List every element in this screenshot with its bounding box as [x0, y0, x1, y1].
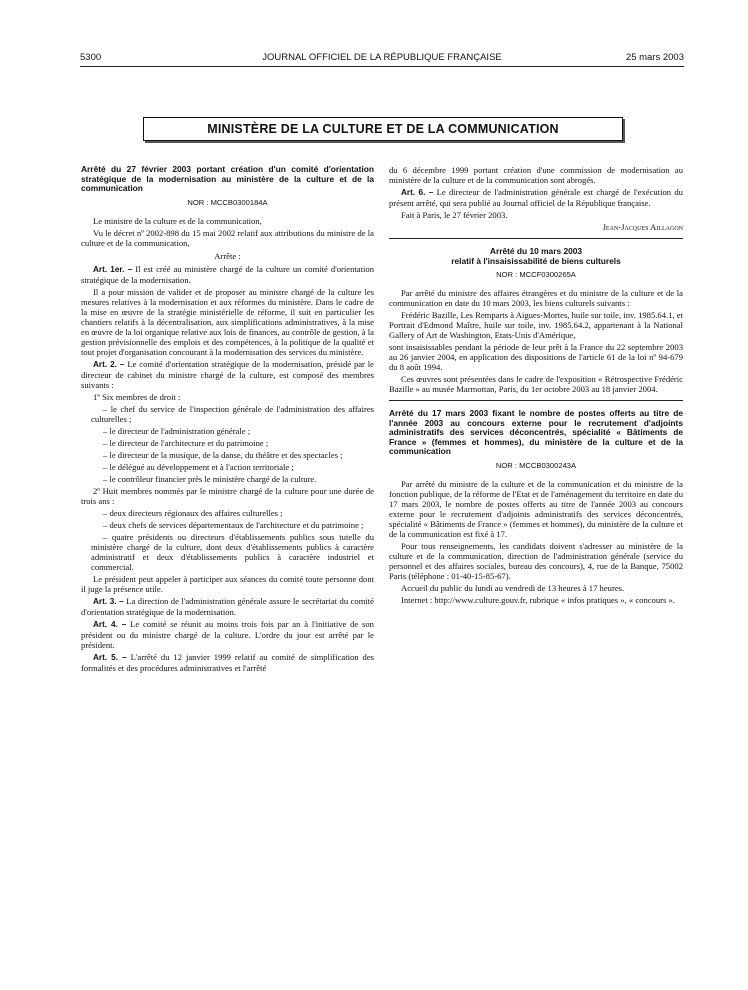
section-divider: [389, 400, 683, 401]
decree-title: Arrêté du 10 mars 2003: [489, 246, 583, 256]
section-divider: [389, 238, 683, 239]
list-item: – le directeur de la musique, de la danse, du théâtre et des spectacles ;: [103, 449, 343, 460]
list-item: – le directeur de l'architecture et du patrimoine ;: [103, 437, 269, 448]
paragraph: du 6 décembre 1999 portant création d'une commission de modernisation au ministère de la culture et de la communication sont abrogés.: [389, 165, 683, 185]
article-label: Art. 1er. –: [93, 264, 133, 274]
article-text: L'arrêté du 12 janvier 1999 relatif au comité de simplification des formalités et des procédures administratives et l'arrêté: [81, 651, 374, 673]
left-column: [81, 165, 374, 675]
list-heading: 2º Huit membres nommés par le ministre chargé de la culture pour une durée de trois ans :: [81, 485, 374, 506]
article-label: Art. 4. –: [93, 619, 127, 629]
article-text: Il est créé au ministère chargé de la culture un comité d'orientation stratégique de la modernisation.: [81, 263, 374, 285]
journal-title: JOURNAL OFFICIEL DE LA RÉPUBLIQUE FRANÇAISE: [262, 52, 502, 63]
list-item: – le contrôleur financier près le ministère chargé de la culture.: [103, 473, 317, 484]
paragraph: Internet : http://www.culture.gouv.fr, rubrique « infos pratiques », « concours ».: [401, 594, 675, 605]
paragraph: Fait à Paris, le 27 février 2003.: [401, 210, 508, 220]
paragraph: Pour tous renseignements, les candidats doivent s'adresser au ministère de la culture et de la communication, direction de l'administration générale (service du personnel et des affaires sociales, bureau des concours), 4, rue de la Banque, 75002 Paris (téléphone : 01-40-15-85-67).: [389, 540, 683, 581]
paragraph: Le président peut appeler à participer aux séances du comité toute personne dont il juge la présence utile.: [81, 573, 374, 594]
issue-date: 25 mars 2003: [625, 52, 684, 63]
header-rule: [80, 66, 684, 67]
decree-subtitle: relatif à l'insaisissabilité de biens culturels: [451, 255, 621, 266]
nor-reference: NOR : MCCB0300184A: [187, 197, 268, 207]
paragraph: Frédéric Bazille, Les Remparts à Aigues-Mortes, huile sur toile, inv. 1985.64.1, et Portrait d'Edmond Maître, huile sur toile, inv. 1985.64.2, appartenant à la National Gallery of Art de Washington, Etats-Unis d'Amérique,: [389, 310, 683, 340]
article-text: Le comité d'orientation stratégique de la modernisation, présidé par le directeur de cabinet du ministre chargé de la culture, est composé des membres suivants :: [81, 358, 374, 390]
paragraph: Il a pour mission de valider et de proposer au ministre chargé de la culture les mesures relatives à la modernisation et aux réformes du ministère. Dans le cadre de la mise en œuvre de la stratégie ministérielle de réforme, il suit en particulier les chantiers relatifs à la décentralisation, aux simplifications administratives, à la mise en œuvre de la loi organique relative aux lois de finances, au contrôle de gestion, à la gestion prévisionnelle des emplois et des compétences, à la politique de la qualité et tout projet d'organisation concourant à la modernisation des services du ministère.: [81, 286, 374, 357]
article-label: Art. 3. –: [93, 596, 124, 606]
signature: Jean-Jacques Aillagon: [602, 222, 683, 232]
list-item: – le directeur de l'administration générale ;: [103, 425, 251, 436]
nor-reference: NOR : MCCF0300265A: [496, 270, 576, 279]
paragraph: Par arrêté du ministre de la culture et de la communication et du ministre de la fonction publique, de la réforme de l'Etat et de l'aménagement du territoire en date du 17 mars 2003, le nombre de postes offerts au titre de l'année 2003 au concours externe pour le recrutement d'adjoints administratifs des services déconcentrés, spécialité « Bâtiments de France » (femmes et hommes), du ministère de la culture et de la communication est fixé à 17.: [389, 478, 683, 539]
article-2: [81, 359, 374, 390]
article-text: Le comité se réunit au moins trois fois par an à l'initiative de son président ou du ministre chargé de la culture. L'ordre du jour est arrêté par le président.: [81, 618, 374, 650]
article-text: La direction de l'administration générale assure le secrétariat du comité d'orientation stratégique de la modernisation.: [81, 595, 374, 617]
article-6: [389, 187, 683, 208]
article-text: Le directeur de l'administration générale est chargé de l'exécution du présent arrêté, qui sera publié au Journal officiel de la République française.: [389, 187, 683, 208]
article-5: [81, 652, 374, 673]
article-4: [81, 619, 374, 650]
article-label: Art. 5. –: [93, 652, 127, 662]
ministry-title-box: [143, 117, 623, 141]
paragraph: Vu le décret nº 2002-898 du 15 mai 2002 relatif aux attributions du ministre de la culture et de la communication,: [81, 227, 374, 248]
paragraph: Ces œuvres sont présentées dans le cadre de l'exposition « Rétrospective Frédéric Bazille » au musée Marmottan, Paris, du 1er octobre 2003 au 18 janvier 2004.: [389, 374, 683, 394]
paragraph: Le ministre de la culture et de la communication,: [93, 215, 262, 226]
list-heading: 1º Six membres de droit :: [93, 391, 181, 402]
arrete-line: Arrête :: [214, 250, 241, 261]
article-1: [81, 264, 374, 285]
paragraph: Par arrêté du ministre des affaires étrangères et du ministre de la culture et de la communication en date du 10 mars 2003, les biens culturels suivants :: [389, 288, 683, 308]
nor-reference: NOR : MCCB0300243A: [495, 460, 577, 470]
paragraph: sont insaisissables pendant la période de leur prêt à la France du 22 septembre 2003 au 26 janvier 2004, en application des dispositions de l'article 61 de la loi nº 94-679 du 8 août 1994.: [389, 342, 683, 372]
article-3: [81, 596, 374, 617]
article-label: Art. 6. –: [401, 188, 434, 197]
ministry-title: MINISTÈRE DE LA CULTURE ET DE LA COMMUNICATION: [207, 122, 559, 136]
page-number: 5300: [80, 52, 102, 63]
list-item: – le délégué au développement et à l'action territoriale ;: [103, 461, 294, 472]
paragraph: Accueil du public du lundi au vendredi de 13 heures à 17 heures.: [401, 582, 625, 593]
right-column: [389, 165, 683, 607]
list-item: – deux directeurs régionaux des affaires culturelles ;: [103, 507, 283, 518]
list-item: – quatre présidents ou directeurs d'établissements publics sous tutelle du ministère chargé de la culture, dont deux d'établissements publics à caractère administratif et deux d'établissements publics à caractère industriel et commercial.: [91, 531, 374, 572]
decree-title: Arrêté du 17 mars 2003 fixant le nombre de postes offerts au titre de l'année 2003 au concours externe pour le recrutement d'adjoints administratifs des services déconcentrés, spécialité « Bâtiments de France » (femmes et hommes), du ministère de la culture et de la communication: [389, 408, 683, 456]
article-label: Art. 2. –: [93, 359, 125, 369]
decree-title: Arrêté du 27 février 2003 portant création d'un comité d'orientation stratégique de la modernisation au ministère de la culture et de la communication: [81, 164, 374, 193]
list-item: – deux chefs de services départementaux de l'architecture et du patrimoine ;: [103, 519, 364, 530]
list-item: – le chef du service de l'inspection générale de l'administration des affaires culturelles ;: [91, 403, 374, 424]
